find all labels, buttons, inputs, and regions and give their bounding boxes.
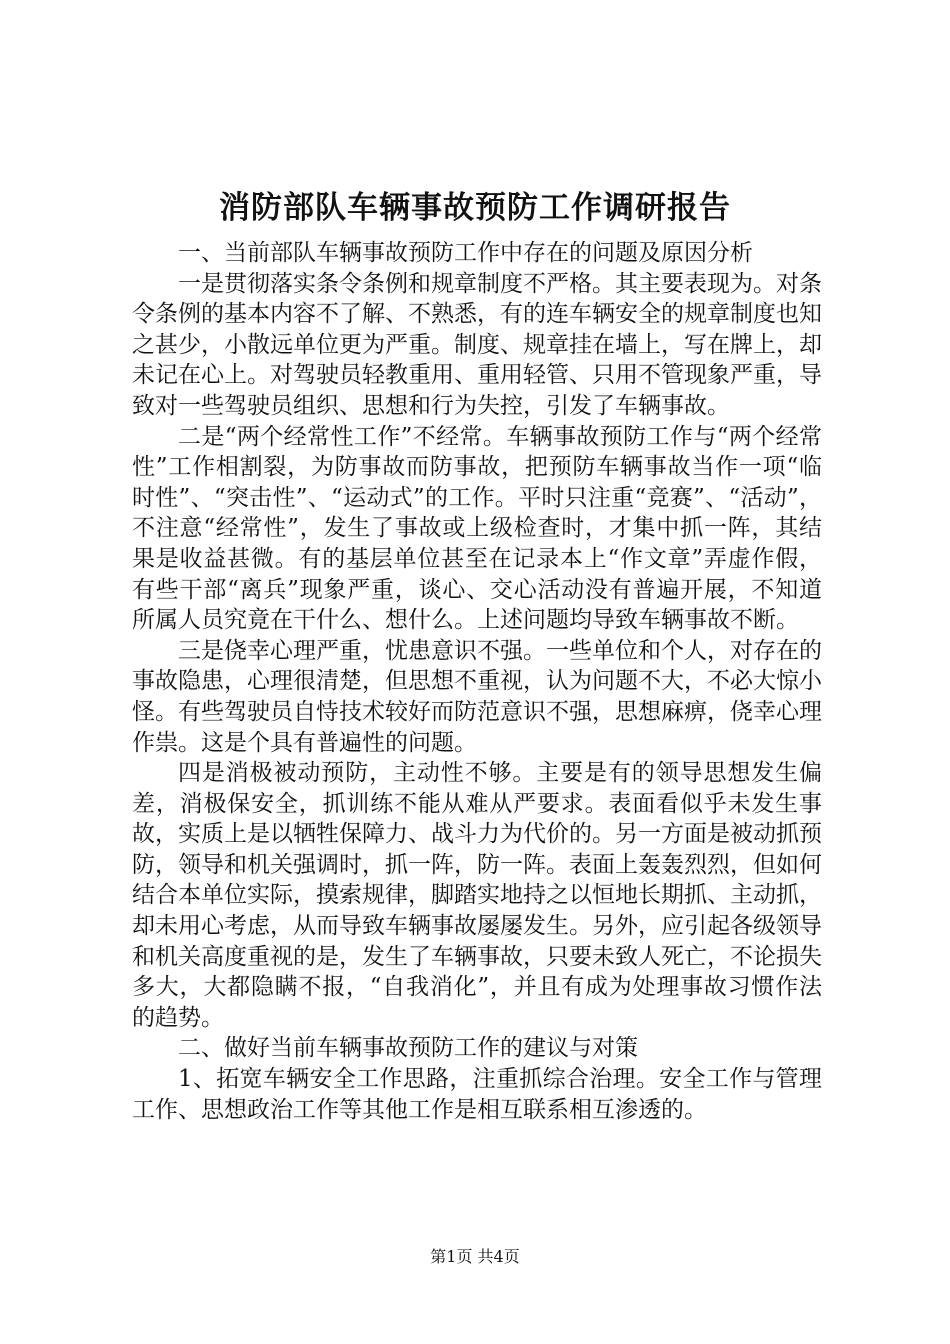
paragraph-point-2: 二是“两个经常性工作”不经常。车辆事故预防工作与“两个经常性”工作相割裂，为防事故而防事故，把预防车辆事故当作一项“临时性”、“突击性”、“运动式”的工作。平时只注重“竞赛”、“活动”，不注意“经常性”，发生了事故或上级检查时，才集中抓一阵，其结果是收益甚微。有的基层单位甚至在记录本上“作文章”弄虚作假，有些干部“离兵”现象严重，谈心、交心活动没有普遍开展，不知道所属人员究竟在干什么、想什么。上述问题均导致车辆事故不断。: [132, 423, 822, 634]
document-body: [132, 238, 822, 1125]
paragraph-point-3: 三是侥幸心理严重，忧患意识不强。一些单位和个人，对存在的事故隐患，心理很清楚，但思想不重视，认为问题不大，不必大惊小怪。有些驾驶员自恃技术较好而防范意识不强，思想麻痹，侥幸心理作祟。这是个具有普遍性的问题。: [132, 637, 822, 756]
page-footer: 第1页 共4页: [430, 1247, 520, 1266]
paragraph-point-4: 四是消极被动预防，主动性不够。主要是有的领导思想发生偏差，消极保安全，抓训练不能从难从严要求。表面看似乎未发生事故，实质上是以牺牲保障力、战斗力为代价的。另一方面是被动抓预防，领导和机关强调时，抓一阵，防一阵。表面上轰轰烈烈，但如何结合本单位实际，摸索规律，脚踏实地持之以恒地长期抓、主动抓，却未用心考虑，从而导致车辆事故屡屡发生。另外，应引起各级领导和机关高度重视的是，发生了车辆事故，只要未致人死亡，不论损失多大，大都隐瞒不报，“自我消化”，并且有成为处理事故习惯作法的趋势。: [132, 760, 822, 1031]
document-title: 消防部队车辆事故预防工作调研报告: [219, 190, 731, 226]
section-heading-2: 二、做好当前车辆事故预防工作的建议与对策: [178, 1035, 638, 1062]
paragraph-measure-1: 1、拓宽车辆安全工作思路，注重抓综合治理。安全工作与管理工作、思想政治工作等其他工作是相互联系相互渗透的。: [132, 1066, 822, 1123]
paragraph-point-1: 一是贯彻落实条令条例和规章制度不严格。其主要表现为。对条令条例的基本内容不了解、不熟悉，有的连车辆安全的规章制度也知之甚少，小散远单位更为严重。制度、规章挂在墙上，写在牌上，却未记在心上。对驾驶员轻教重用、重用轻管、只用不管现象严重，导致对一些驾驶员组织、思想和行为失控，引发了车辆事故。: [132, 270, 822, 419]
section-heading-1: 一、当前部队车辆事故预防工作中存在的问题及原因分析: [178, 240, 753, 266]
